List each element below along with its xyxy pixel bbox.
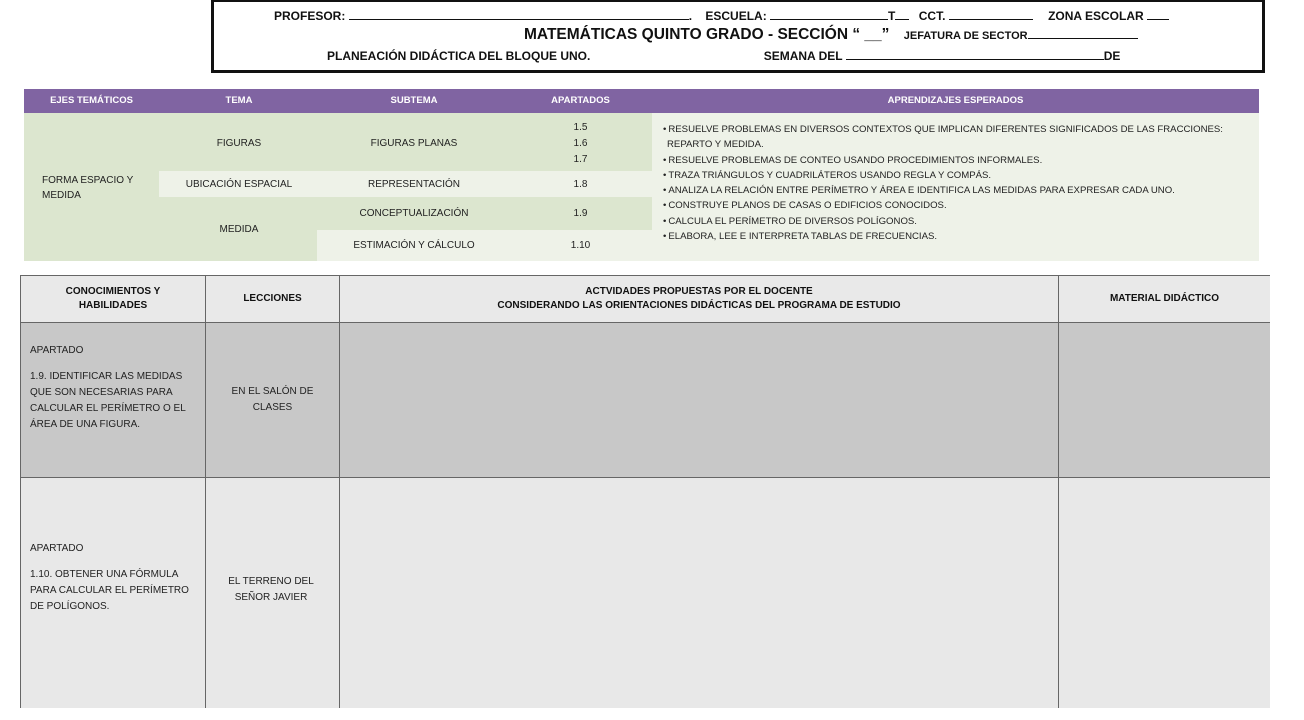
header-lecciones: LECCIONES [206,276,340,323]
header-conocimientos: CONOCIMIENTOS Y HABILIDADES [21,276,206,323]
apartado-label: APARTADO [30,345,84,356]
tema-medida: MEDIDA [219,223,259,235]
aprendizaje-item: • ANALIZA LA RELACIÓN ENTRE PERÍMETRO Y ÁREA E IDENTIFICA LAS MEDIDAS PARA EXPRESAR CADA UNO. [667,183,1251,198]
header-subtema: SUBTEMA [390,95,438,106]
profesor-label: PROFESOR: [274,9,346,23]
header-line-3 [327,49,1304,63]
conocimiento-text: 1.9. IDENTIFICAR LAS MEDIDAS QUE SON NECESARIAS PARA CALCULAR EL PERÍMETRO O EL ÁREA DE UNA FIGURA. [30,371,186,430]
aprendizaje-item: • TRAZA TRIÁNGULOS Y CUADRILÁTEROS USANDO REGLA Y COMPÁS. [667,168,1251,183]
turno-label: T [888,9,896,23]
subtema-estimacion-calculo: ESTIMACIÓN Y CÁLCULO [353,239,475,251]
leccion-text: EL TERRENO DEL SEÑOR JAVIER [228,576,314,603]
aprendizaje-item: • ELABORA, LEE E INTERPRETA TABLAS DE FRECUENCIAS. [667,229,1251,244]
semana-label: SEMANA DEL [763,49,843,63]
apartado-1-5: 1.5 [573,121,588,133]
activities-table [20,275,1270,708]
eje-forma-espacio: FORMA ESPACIO Y MEDIDA [42,175,134,201]
header-actividades [340,276,1059,323]
themes-table-body [24,113,1259,261]
apartado-1-9: 1.9 [573,207,588,219]
profesor-blank [349,9,689,20]
aprendizaje-item: • CALCULA EL PERÍMETRO DE DIVERSOS POLÍGONOS. [667,214,1251,229]
de-label: DE [1103,49,1121,63]
leccion-text: EN EL SALÓN DE CLASES [231,386,314,413]
aprendizaje-item: • CONSTRUYE PLANOS DE CASAS O EDIFICIOS CONOCIDOS. [667,198,1251,213]
material-cell-2[interactable] [1059,478,1270,708]
aprendizaje-item: • RESUELVE PROBLEMAS DE CONTEO USANDO PROCEDIMIENTOS INFORMALES. [667,153,1251,168]
themes-table [24,89,1259,261]
conocimiento-cell-1 [21,323,206,478]
leccion-cell-2 [206,478,340,708]
conocimiento-text: 1.10. OBTENER UNA FÓRMULA PARA CALCULAR EL PERÍMETRO DE POLÍGONOS. [30,569,189,612]
escuela-label: ESCUELA: [705,9,767,23]
turno-blank [895,9,909,20]
aprendizaje-item: • RESUELVE PROBLEMAS EN DIVERSOS CONTEXTOS QUE IMPLICAN DIFERENTES SIGNIFICADOS DE LAS FRACCIONES: REPARTO Y MEDIDA. [667,122,1251,153]
zona-blank [1147,9,1169,20]
subtema-conceptualizacion: CONCEPTUALIZACIÓN [359,207,469,219]
themes-table-header [24,89,1259,113]
zona-label: ZONA ESCOLAR [1048,9,1144,23]
header-line-2 [524,26,1304,44]
semana-blank [846,49,1104,60]
header-apartados: APARTADOS [551,95,610,106]
document-title: MATEMÁTICAS QUINTO GRADO - SECCIÓN “ __” [524,26,890,43]
document-header [211,0,1265,73]
actividades-cell-1[interactable] [340,323,1059,478]
conocimiento-cell-2 [21,478,206,708]
tema-figuras: FIGURAS [216,137,262,149]
header-material: MATERIAL DIDÁCTICO [1059,276,1270,323]
header-actividades-line1: ACTVIDADES PROPUESTAS POR EL DOCENTE [585,286,813,297]
header-tema: TEMA [225,95,253,106]
apartado-1-10: 1.10 [570,239,591,251]
planeacion-label: PLANEACIÓN DIDÁCTICA DEL BLOQUE UNO. [327,49,591,63]
header-actividades-line2: CONSIDERANDO LAS ORIENTACIONES DIDÁCTICAS DEL PROGRAMA DE ESTUDIO [497,300,901,311]
cct-label: CCT. [918,9,946,23]
header-line-1: PROFESOR: . ESCUELA: T CCT. ZONA ESCOLAR [274,9,1304,23]
actividades-cell-2[interactable] [340,478,1059,708]
apartado-label: APARTADO [30,543,84,554]
leccion-cell-1 [206,323,340,478]
jefatura-label: JEFATURA DE SECTOR [903,30,1028,42]
material-cell-1[interactable] [1059,323,1270,478]
escuela-blank [770,9,888,20]
header-aprendizajes: APRENDIZAJES ESPERADOS [887,95,1024,106]
apartado-1-8: 1.8 [573,178,588,190]
subtema-representacion: REPRESENTACIÓN [367,178,461,190]
apartado-1-6: 1.6 [573,137,588,149]
subtema-figuras-planas: FIGURAS PLANAS [370,137,458,149]
header-ejes: EJES TEMÁTICOS [50,95,133,106]
apartado-1-7: 1.7 [573,153,588,165]
cct-blank [949,9,1033,20]
jefatura-blank [1028,26,1138,39]
aprendizajes-list [652,113,1259,261]
tema-ubicacion-espacial: UBICACIÓN ESPACIAL [185,178,293,190]
